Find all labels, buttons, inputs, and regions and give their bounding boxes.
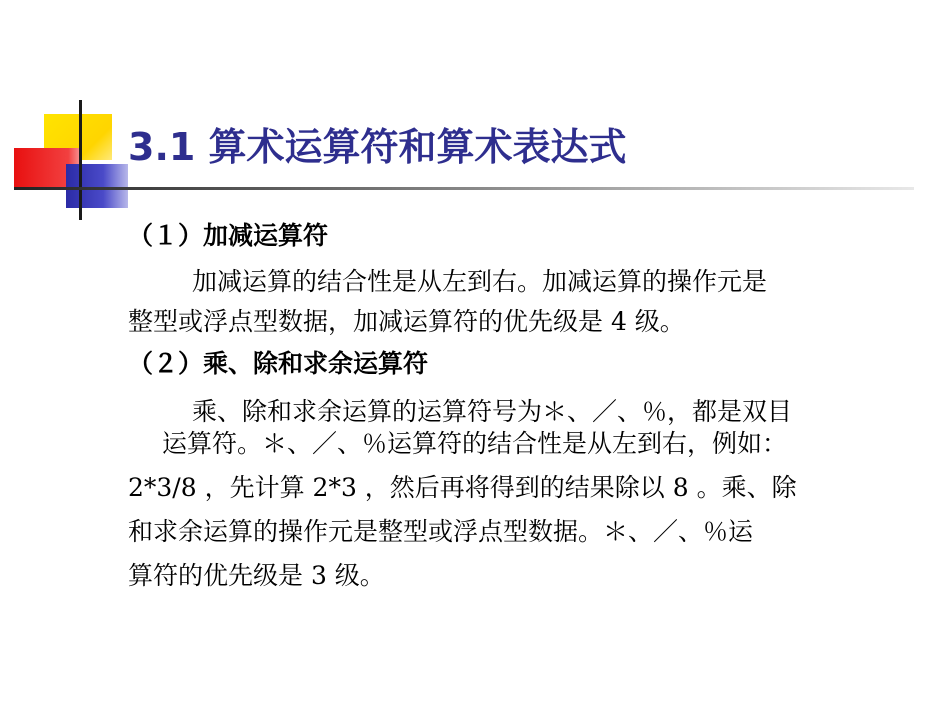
slide-title: 3.1 算术运算符和算术表达式: [128, 125, 627, 169]
paragraph-line: 乘、除和求余运算的运算符号为＊、／、％，都是双目: [192, 397, 793, 426]
paragraph-line: 加减运算的结合性是从左到右。加减运算的操作元是: [192, 267, 768, 296]
title-underline: [14, 187, 914, 190]
paragraph-line: 算符的优先级是 3 级。: [128, 561, 385, 590]
section-paragraph-add-sub: [128, 260, 928, 344]
paragraph-line: 2*3/8 ，先计算 2*3 ，然后再将得到的结果除以 8 。乘、除: [128, 473, 797, 502]
decor-vertical-line: [79, 100, 82, 220]
section-heading-add-sub: （１）加减运算符: [128, 221, 329, 250]
section-paragraph-mul-div-mod: [128, 390, 928, 598]
decor-blue-square: [66, 164, 128, 208]
paragraph-line: 和求余运算的操作元是整型或浮点型数据。＊、／、％运: [128, 517, 754, 546]
section-heading-mul-div-mod: （２）乘、除和求余运算符: [128, 349, 429, 378]
slide-body: [128, 218, 928, 598]
paragraph-line: 运算符。＊、／、％运算符的结合性是从左到右，例如：: [162, 429, 788, 458]
paragraph-line: 整型或浮点型数据，加减运算符的优先级是 4 级。: [128, 307, 685, 336]
